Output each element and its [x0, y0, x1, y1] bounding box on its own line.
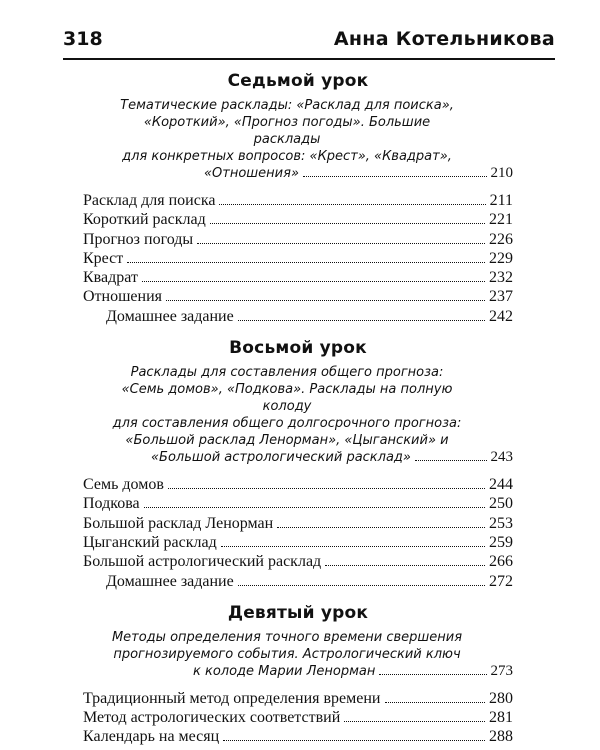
intro-page-number: 243 [490, 449, 513, 466]
entry-page: 288 [489, 728, 513, 746]
lesson-intro [111, 629, 513, 680]
dot-leader [210, 223, 485, 224]
table-of-contents [83, 64, 513, 747]
dot-leader [385, 702, 486, 703]
entry-page: 253 [489, 514, 513, 532]
intro-line: «Большой расклад Ленорман», «Цыганский» и [125, 433, 449, 449]
running-head [63, 26, 555, 56]
lesson-intro [111, 97, 513, 182]
intro-line: для конкретных вопросов: «Крест», «Квадрат», [122, 149, 452, 164]
entry-title: Календарь на месяц [83, 728, 220, 746]
entry-page: 226 [489, 230, 513, 248]
toc-entry[interactable] [83, 494, 513, 513]
entry-title: Метод астрологических соответствий [83, 709, 341, 727]
intro-last-line [111, 165, 513, 182]
dot-leader [415, 460, 487, 461]
intro-line: Тематические расклады: «Расклад для поиска», [120, 98, 454, 113]
toc-entry[interactable] [83, 287, 513, 306]
toc-entry[interactable] [83, 268, 513, 287]
entry-list [83, 191, 513, 326]
intro-page-number: 210 [490, 165, 513, 181]
intro-line: для составления общего долгосрочного прогноза: [112, 416, 462, 432]
toc-entry[interactable] [83, 230, 513, 249]
entry-title: Семь домов [83, 476, 164, 494]
toc-entry[interactable] [83, 514, 513, 533]
intro-page-number: 273 [490, 662, 513, 679]
lesson-nine [83, 603, 513, 747]
toc-entry[interactable] [83, 191, 513, 210]
lesson-intro [111, 364, 513, 466]
running-title: Анна Котельникова [333, 28, 555, 50]
lesson-title: Седьмой урок [227, 71, 369, 91]
entry-title: Домашнее задание [106, 572, 234, 590]
entry-title: Большой астрологический расклад [83, 553, 322, 571]
dot-leader [277, 527, 485, 528]
page-number: 318 [63, 28, 103, 50]
entry-title: Расклад для поиска [83, 192, 216, 209]
dot-leader [223, 740, 485, 741]
dot-leader [144, 507, 485, 508]
lesson-title: Девятый урок [227, 602, 369, 623]
toc-entry[interactable] [83, 708, 513, 727]
dot-leader [379, 674, 486, 675]
dot-leader [219, 204, 485, 205]
entry-title: Прогноз погоды [83, 230, 194, 248]
toc-entry[interactable] [83, 249, 513, 268]
dot-leader [197, 243, 485, 244]
entry-page: 281 [489, 709, 513, 727]
dot-leader [127, 262, 485, 263]
entry-title: Цыганский расклад [83, 533, 217, 551]
entry-page: 242 [489, 307, 513, 325]
entry-list [83, 475, 513, 591]
entry-page: 244 [489, 476, 513, 494]
entry-page: 229 [489, 249, 513, 267]
entry-title: Квадрат [83, 269, 138, 287]
entry-list [83, 689, 513, 747]
intro-line: Расклады для составления общего прогноза: [130, 365, 444, 381]
dot-leader [221, 546, 485, 547]
lesson-title: Восьмой урок [229, 338, 367, 359]
dot-leader [238, 320, 485, 321]
intro-line: «Отношения» [204, 166, 299, 181]
dot-leader [142, 281, 485, 282]
toc-entry[interactable] [83, 689, 513, 708]
dot-leader [344, 721, 485, 722]
intro-line: «Большой астрологический расклад» [151, 450, 411, 466]
intro-last-line [111, 449, 513, 466]
lesson-seven [83, 71, 513, 326]
entry-title: Отношения [83, 288, 163, 306]
dot-leader [168, 488, 485, 489]
toc-entry-homework[interactable] [83, 572, 513, 591]
toc-entry[interactable] [83, 727, 513, 746]
entry-page: 266 [489, 553, 513, 571]
toc-entry[interactable] [83, 533, 513, 552]
toc-entry-homework[interactable] [83, 307, 513, 326]
toc-entry[interactable] [83, 210, 513, 229]
intro-last-line [111, 663, 513, 680]
entry-title: Короткий расклад [83, 211, 206, 229]
entry-page: 272 [489, 572, 513, 590]
dot-leader [303, 176, 487, 177]
entry-page: 250 [489, 495, 513, 513]
dot-leader [238, 585, 485, 586]
entry-page: 211 [489, 192, 513, 209]
intro-line: Методы определения точного времени свершения [111, 629, 463, 645]
entry-page: 237 [489, 288, 513, 306]
lesson-eight [83, 338, 513, 591]
entry-title: Традиционный метод определения времени [83, 689, 381, 707]
toc-entry[interactable] [83, 475, 513, 494]
entry-page: 280 [489, 689, 513, 707]
entry-page: 221 [489, 211, 513, 229]
entry-title: Большой расклад Ленорман [83, 514, 274, 532]
intro-line: «Короткий», «Прогноз погоды». Большие расклады [143, 115, 431, 147]
header-rule [63, 58, 555, 60]
intro-line: прогнозируемого события. Астрологический ключ [113, 646, 461, 662]
toc-entry[interactable] [83, 552, 513, 571]
entry-page: 259 [489, 533, 513, 551]
dot-leader [325, 565, 485, 566]
intro-line: «Семь домов», «Подкова». Расклады на полную колоду [121, 382, 453, 415]
entry-title: Крест [83, 249, 124, 267]
entry-title: Подкова [83, 495, 140, 513]
dot-leader [166, 300, 485, 301]
intro-line: к колоде Марии Ленорман [193, 663, 376, 679]
entry-title: Домашнее задание [106, 307, 234, 325]
entry-page: 232 [489, 269, 513, 287]
